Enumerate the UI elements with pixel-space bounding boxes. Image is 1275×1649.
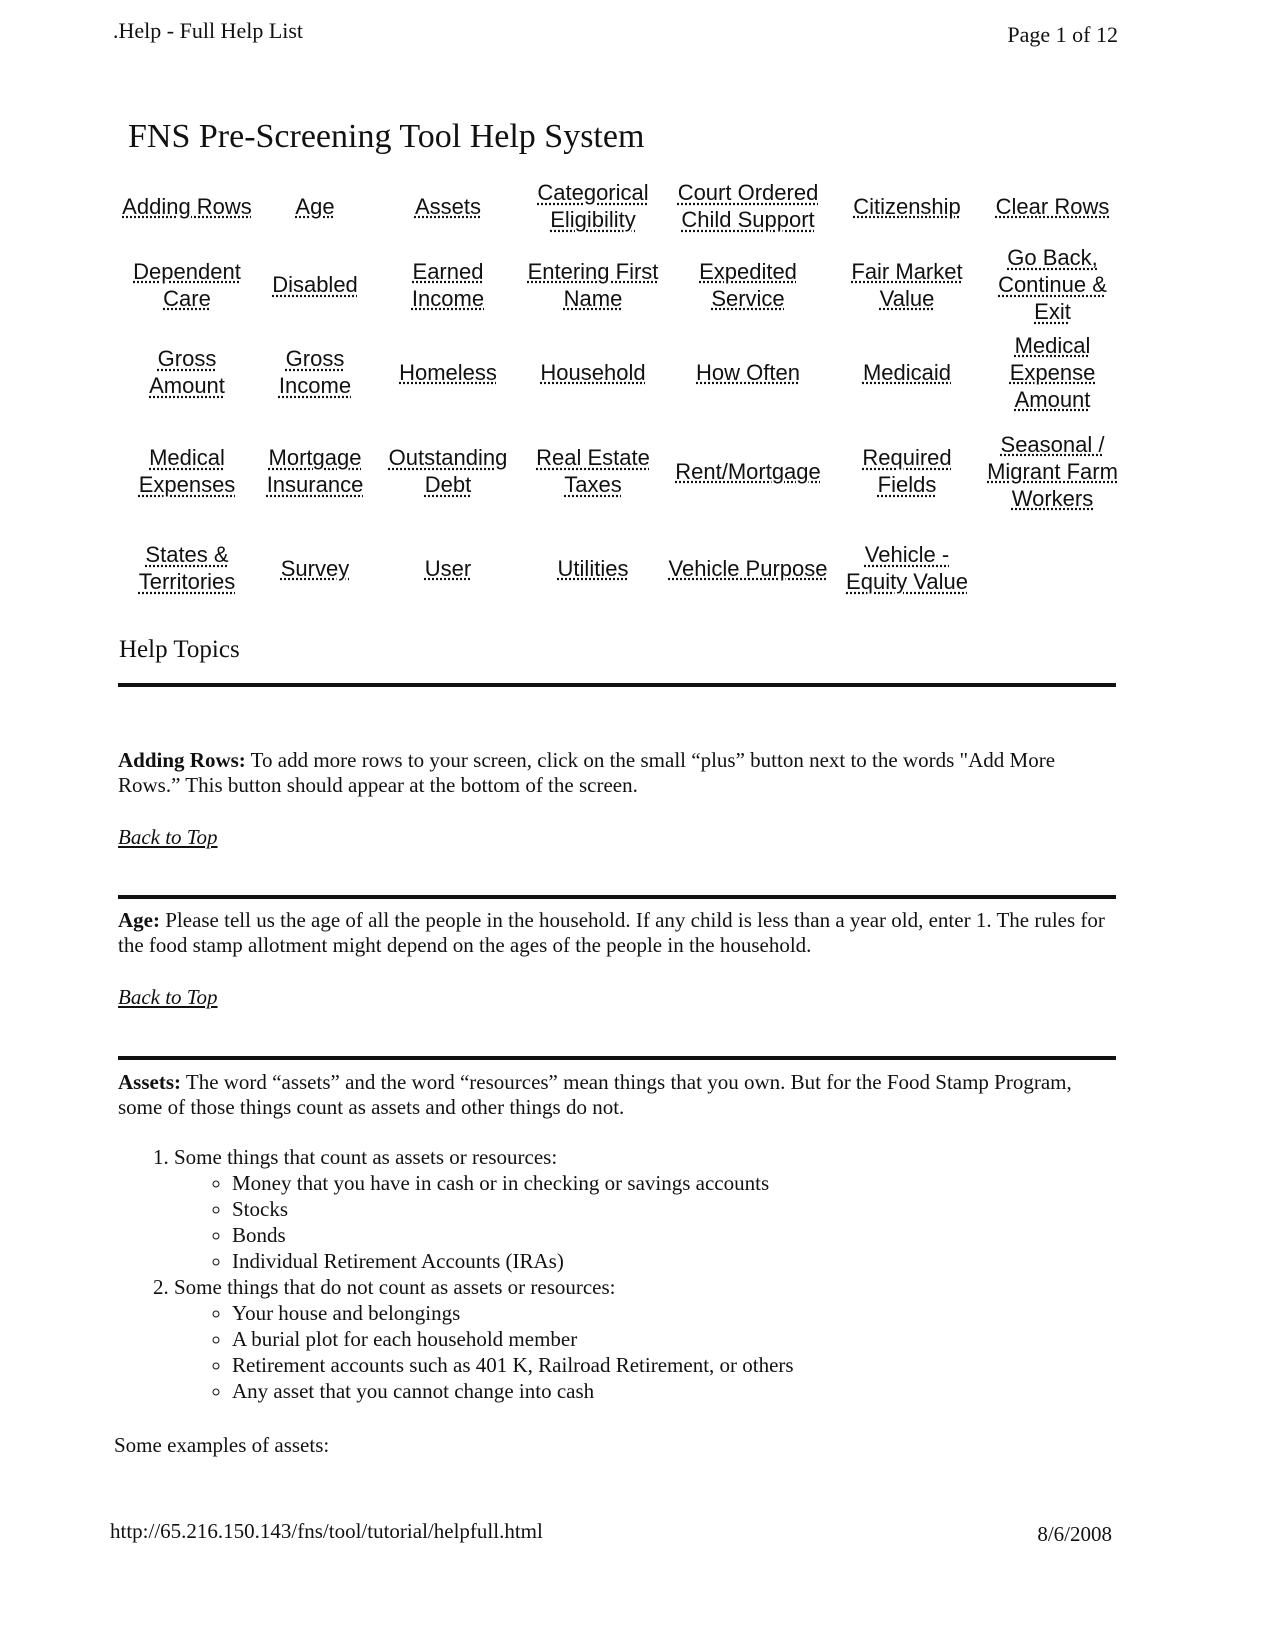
topic-cell: [374, 242, 522, 327]
topic-cell: [256, 327, 374, 417]
topic-cell: [982, 170, 1123, 242]
sublist-item: ◦ Any asset that you cannot change into cash: [232, 1378, 794, 1404]
topic-link-household[interactable]: Household: [540, 359, 646, 385]
list-label: Some things that count as assets or resources:: [174, 1145, 558, 1169]
topic-cell: [374, 327, 522, 417]
topic-link-vehicle-equity-value[interactable]: Vehicle - Equity Value: [846, 542, 968, 594]
back-to-top-age: [118, 985, 218, 1010]
topic-link-gross-amount[interactable]: Gross Amount: [149, 346, 225, 398]
print-header-title: .Help - Full Help List: [113, 18, 304, 43]
topic-cell: [832, 327, 982, 417]
section-body: To add more rows to your screen, click on the small “plus” button next to the words "Add More Rows.” This button should appear at the bottom of the screen.: [118, 748, 1056, 797]
page-number: Page 1 of 12: [1007, 22, 1118, 47]
topic-link-assets[interactable]: Assets: [414, 193, 482, 219]
topic-cell: [522, 525, 664, 611]
topic-cell: [664, 417, 832, 525]
back-to-top-link[interactable]: Back to Top: [118, 825, 218, 849]
topic-cell: [118, 242, 256, 327]
section-adding-rows: [118, 748, 1118, 798]
topic-link-medicaid[interactable]: Medicaid: [862, 359, 952, 385]
assets-sublist: [174, 1170, 794, 1274]
topic-link-homeless[interactable]: Homeless: [399, 359, 497, 385]
topic-link-vehicle-purpose[interactable]: Vehicle Purpose: [668, 555, 828, 581]
back-to-top-link[interactable]: Back to Top: [118, 985, 218, 1009]
topic-link-categorical-eligibility[interactable]: Categorical Eligibility: [537, 180, 649, 232]
topic-cell: [256, 417, 374, 525]
topic-link-utilities[interactable]: Utilities: [557, 555, 629, 581]
divider: [118, 895, 1116, 899]
footer-url: http://65.216.150.143/fns/tool/tutorial/helpfull.html: [110, 1519, 543, 1543]
topic-link-court-ordered-child-support[interactable]: Court Ordered Child Support: [677, 180, 819, 232]
section-term: Adding Rows:: [118, 748, 246, 772]
topic-cell: [522, 242, 664, 327]
topic-cell: [522, 327, 664, 417]
section-body: The word “assets” and the word “resources” mean things that you own. But for the Food Stamp Program, some of those things count as assets and other things do not.: [118, 1070, 1072, 1119]
topic-link-earned-income[interactable]: Earned Income: [411, 258, 485, 311]
topic-cell: [664, 170, 832, 242]
topic-cell-empty: [982, 525, 1123, 611]
sublist-item: ◦ Money that you have in cash or in checking or savings accounts: [232, 1170, 794, 1196]
topic-link-rent-mortgage[interactable]: Rent/Mortgage: [675, 458, 821, 484]
footer-date: 8/6/2008: [1037, 1522, 1112, 1546]
topic-cell: [374, 525, 522, 611]
topic-link-survey[interactable]: Survey: [280, 555, 350, 581]
topic-cell: [832, 170, 982, 242]
topic-cell: [256, 525, 374, 611]
topic-cell: [982, 417, 1123, 525]
topic-cell: [664, 525, 832, 611]
topic-link-gross-income[interactable]: Gross Income: [278, 346, 352, 398]
topic-cell: [664, 242, 832, 327]
topic-link-medical-expenses[interactable]: Medical Expenses: [138, 445, 236, 497]
page-title: FNS Pre-Screening Tool Help System: [128, 118, 645, 155]
back-to-top-adding-rows: [118, 825, 218, 850]
sublist-item: ◦ Retirement accounts such as 401 K, Railroad Retirement, or others: [232, 1352, 794, 1378]
topic-link-dependent-care[interactable]: Dependent Care: [133, 258, 241, 311]
sublist-item: ◦ Stocks: [232, 1196, 794, 1222]
assets-examples-label: Some examples of assets:: [114, 1433, 330, 1457]
topic-link-go-back-continue-exit[interactable]: Go Back, Continue & Exit: [998, 245, 1107, 324]
topic-cell: [982, 242, 1123, 327]
topic-link-mortgage-insurance[interactable]: Mortgage Insurance: [266, 445, 364, 497]
topic-link-expedited-service[interactable]: Expedited Service: [699, 258, 797, 311]
assets-sublist: [174, 1300, 794, 1404]
topic-cell: [118, 327, 256, 417]
sublist-item: ◦ Bonds: [232, 1222, 794, 1248]
topic-cell: [256, 170, 374, 242]
topic-cell: [522, 170, 664, 242]
sublist-item: ◦ A burial plot for each household member: [232, 1326, 794, 1352]
topic-link-fair-market-value[interactable]: Fair Market Value: [851, 258, 963, 311]
topic-cell: [374, 170, 522, 242]
topic-cell: [832, 525, 982, 611]
assets-list-item: [174, 1274, 794, 1404]
topic-cell: [256, 242, 374, 327]
topic-link-seasonal-migrant-farm-workers[interactable]: Seasonal / Migrant Farm Workers: [987, 431, 1118, 511]
section-term: Age:: [118, 908, 160, 932]
topic-link-citizenship[interactable]: Citizenship: [853, 193, 961, 219]
topic-link-disabled[interactable]: Disabled: [272, 272, 358, 297]
topic-cell: [832, 242, 982, 327]
topic-link-adding-rows[interactable]: Adding Rows: [122, 193, 252, 219]
divider: [118, 683, 1116, 687]
sublist-item: ◦ Individual Retirement Accounts (IRAs): [232, 1248, 794, 1274]
topic-link-how-often[interactable]: How Often: [696, 359, 800, 385]
topic-link-states-territories[interactable]: States & Territories: [138, 542, 236, 594]
help-topics-heading: Help Topics: [119, 636, 240, 663]
topic-cell: [522, 417, 664, 525]
topic-link-medical-expense-amount[interactable]: Medical Expense Amount: [1009, 332, 1096, 412]
list-label: Some things that do not count as assets or resources:: [174, 1275, 616, 1299]
section-body: Please tell us the age of all the people in the household. If any child is less than a year old, enter 1. The rules for the food stamp allotment might depend on the ages of the people in the household.: [118, 908, 1105, 957]
topic-link-entering-first-name[interactable]: Entering First Name: [527, 258, 659, 311]
topic-link-age[interactable]: Age: [295, 193, 335, 219]
sublist-item: ◦ Your house and belongings: [232, 1300, 794, 1326]
section-age: [118, 908, 1118, 958]
topic-links-grid: [118, 170, 1123, 611]
section-term: Assets:: [118, 1070, 181, 1094]
section-assets: [118, 1070, 1118, 1120]
topic-cell: [832, 417, 982, 525]
topic-cell: [664, 327, 832, 417]
topic-cell: [982, 327, 1123, 417]
topic-cell: [118, 525, 256, 611]
assets-list-item: [174, 1144, 794, 1274]
topic-link-outstanding-debt[interactable]: Outstanding Debt: [388, 445, 508, 497]
topic-cell: [374, 417, 522, 525]
topic-link-user[interactable]: User: [424, 555, 472, 581]
topic-link-real-estate-taxes[interactable]: Real Estate Taxes: [536, 445, 650, 497]
divider: [118, 1056, 1116, 1060]
assets-list: [136, 1144, 794, 1404]
topic-cell: [118, 417, 256, 525]
topic-link-required-fields[interactable]: Required Fields: [862, 445, 952, 497]
topic-cell: [118, 170, 256, 242]
topic-link-clear-rows[interactable]: Clear Rows: [995, 193, 1110, 219]
